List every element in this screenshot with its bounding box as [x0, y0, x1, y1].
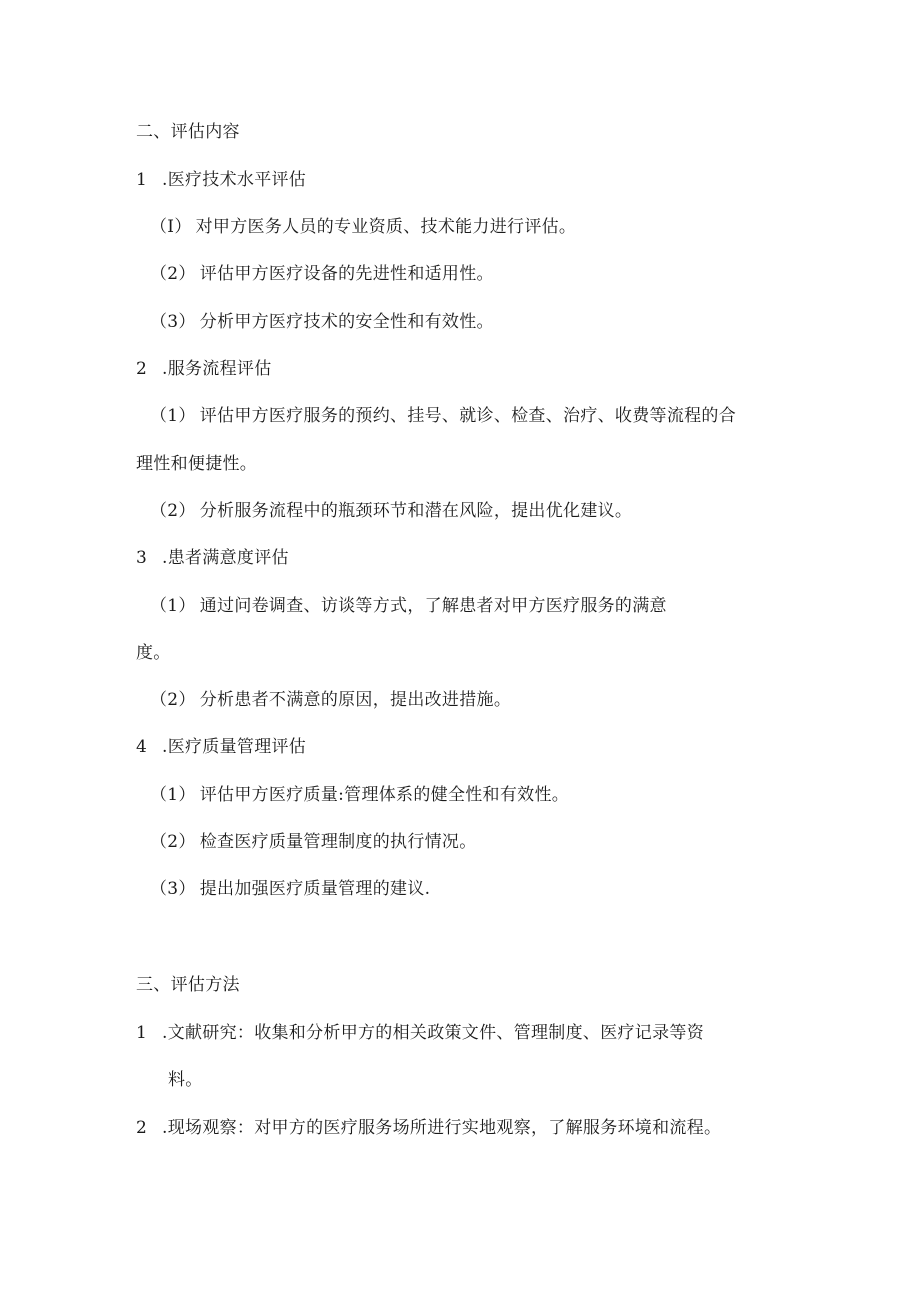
subsection-number: 1 — [136, 170, 148, 190]
list-item — [150, 830, 477, 854]
list-item — [150, 594, 667, 618]
subsection-heading — [136, 168, 306, 192]
item-continuation: 理性和便捷性。 — [136, 454, 258, 474]
subsection-title: .患者满意度评估 — [162, 548, 289, 568]
item-text: 检查医疗质量管理制度的执行情况。 — [199, 832, 477, 852]
item-label: （2） — [150, 264, 196, 284]
method-item — [136, 1021, 704, 1045]
item-continuation: 料。 — [168, 1070, 203, 1090]
item-text: 分析甲方医疗技术的安全性和有效性。 — [199, 312, 494, 332]
list-item — [150, 262, 494, 286]
item-label: （1） — [150, 406, 196, 426]
list-item — [150, 499, 632, 523]
item-label: （1） — [150, 785, 196, 805]
item-text: 对甲方医务人员的专业资质、技术能力进行评估。 — [195, 217, 577, 237]
item-text: 通过问卷调查、访谈等方式，了解患者对甲方医疗服务的满意 — [199, 596, 667, 616]
subsection-title: .服务流程评估 — [162, 359, 272, 379]
item-label: （I） — [150, 217, 192, 237]
subsection-heading — [136, 357, 272, 381]
item-text: 评估甲方医疗设备的先进性和适用性。 — [199, 264, 494, 284]
method-text: .文献研究：收集和分析甲方的相关政策文件、管理制度、医疗记录等资 — [162, 1023, 705, 1043]
list-item — [150, 215, 576, 239]
subsection-number: 3 — [136, 548, 148, 568]
list-item — [150, 688, 511, 712]
list-item — [150, 783, 569, 807]
item-label: （3） — [150, 312, 196, 332]
subsection-number: 4 — [136, 737, 148, 757]
item-text: 评估甲方医疗质量:管理体系的健全性和有效性。 — [199, 785, 570, 805]
method-text: .现场观察：对甲方的医疗服务场所进行实地观察，了解服务环境和流程。 — [162, 1118, 722, 1138]
subsection-title: .医疗质量管理评估 — [162, 737, 307, 757]
list-item — [150, 310, 494, 334]
item-text: 分析服务流程中的瓶颈环节和潜在风险，提出优化建议。 — [199, 501, 633, 521]
item-label: （1） — [150, 596, 196, 616]
item-text: 提出加强医疗质量管理的建议. — [199, 879, 431, 899]
item-continuation: 度。 — [136, 643, 171, 663]
list-item — [150, 404, 736, 428]
method-item — [136, 1116, 721, 1140]
item-text: 分析患者不满意的原因，提出改进措施。 — [199, 690, 512, 710]
method-number: 2 — [136, 1118, 148, 1138]
section-heading: 三、评估方法 — [136, 975, 240, 995]
subsection-heading — [136, 546, 289, 570]
section-heading: 二、评估内容 — [136, 122, 240, 142]
item-label: （2） — [150, 690, 196, 710]
subsection-heading — [136, 735, 306, 759]
subsection-title: .医疗技术水平评估 — [162, 170, 307, 190]
item-label: （3） — [150, 879, 196, 899]
item-label: （2） — [150, 501, 196, 521]
item-label: （2） — [150, 832, 196, 852]
item-text: 评估甲方医疗服务的预约、挂号、就诊、检查、治疗、收费等流程的合 — [199, 406, 737, 426]
method-number: 1 — [136, 1023, 148, 1043]
subsection-number: 2 — [136, 359, 148, 379]
list-item — [150, 877, 430, 901]
